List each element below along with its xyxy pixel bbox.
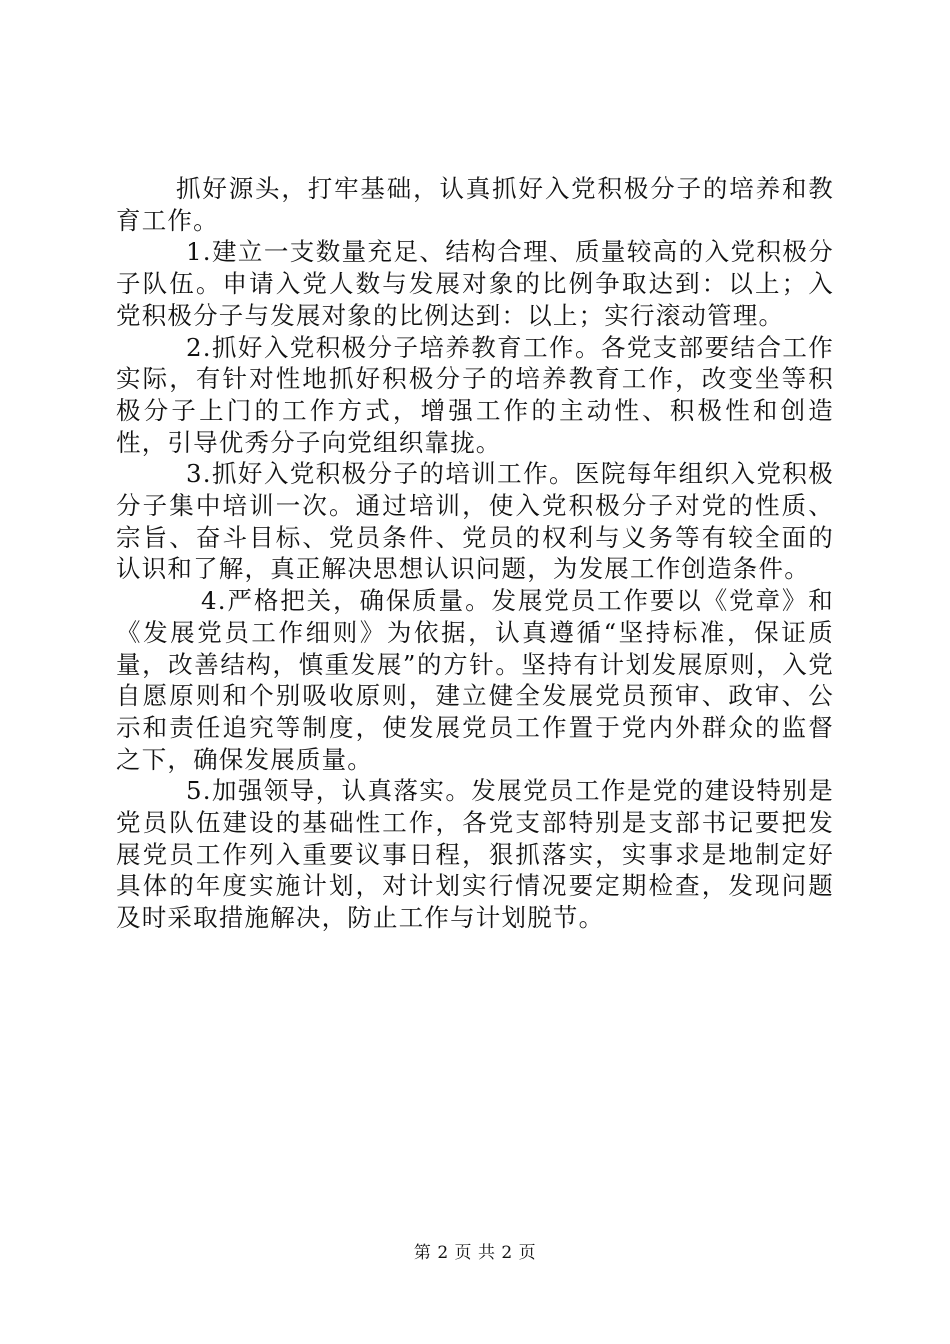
- paragraph-item-3: 3.抓好入党积极分子的培训工作。医院每年组织入党积极分子集中培训一次。通过培训，使入党积极分子对党的性质、宗旨、奋斗目标、党员条件、党员的权利与义务等有较全面的认识和了解，真正解决思想认识问题，为发展工作创造条件。: [116, 459, 834, 584]
- paragraph-item-2: 2.抓好入党积极分子培养教育工作。各党支部要结合工作实际，有针对性地抓好积极分子的培养教育工作，改变坐等积极分子上门的工作方式，增强工作的主动性、积极性和创造性，引导优秀分子向党组织靠拢。: [116, 332, 834, 457]
- paragraph-item-1: 1.建立一支数量充足、结构合理、质量较高的入党积极分子队伍。申请入党人数与发展对象的比例争取达到：以上；入党积极分子与发展对象的比例达到：以上；实行滚动管理。: [116, 237, 834, 330]
- document-body: [116, 173, 834, 934]
- paragraph-intro: 抓好源头，打牢基础，认真抓好入党积极分子的培养和教育工作。: [116, 174, 834, 235]
- paragraph-item-5: 5.加强领导，认真落实。发展党员工作是党的建设特别是党员队伍建设的基础性工作，各党支部特别是支部书记要把发展党员工作列入重要议事日程，狠抓落实，实事求是地制定好具体的年度实施计划，对计划实行情况要定期检查，发现问题及时采取措施解决，防止工作与计划脱节。: [116, 776, 834, 933]
- page-number-footer: 第 2 页 共 2 页: [413, 1243, 537, 1263]
- paragraph-item-4: 4.严格把关，确保质量。发展党员工作要以《党章》和《发展党员工作细则》为依据，认真遵循“坚持标准，保证质量，改善结构，慎重发展”的方针。坚持有计划发展原则，入党自愿原则和个别吸收原则，建立健全发展党员预审、政审、公示和责任追究等制度，使发展党员工作置于党内外群众的监督之下，确保发展质量。: [116, 586, 834, 774]
